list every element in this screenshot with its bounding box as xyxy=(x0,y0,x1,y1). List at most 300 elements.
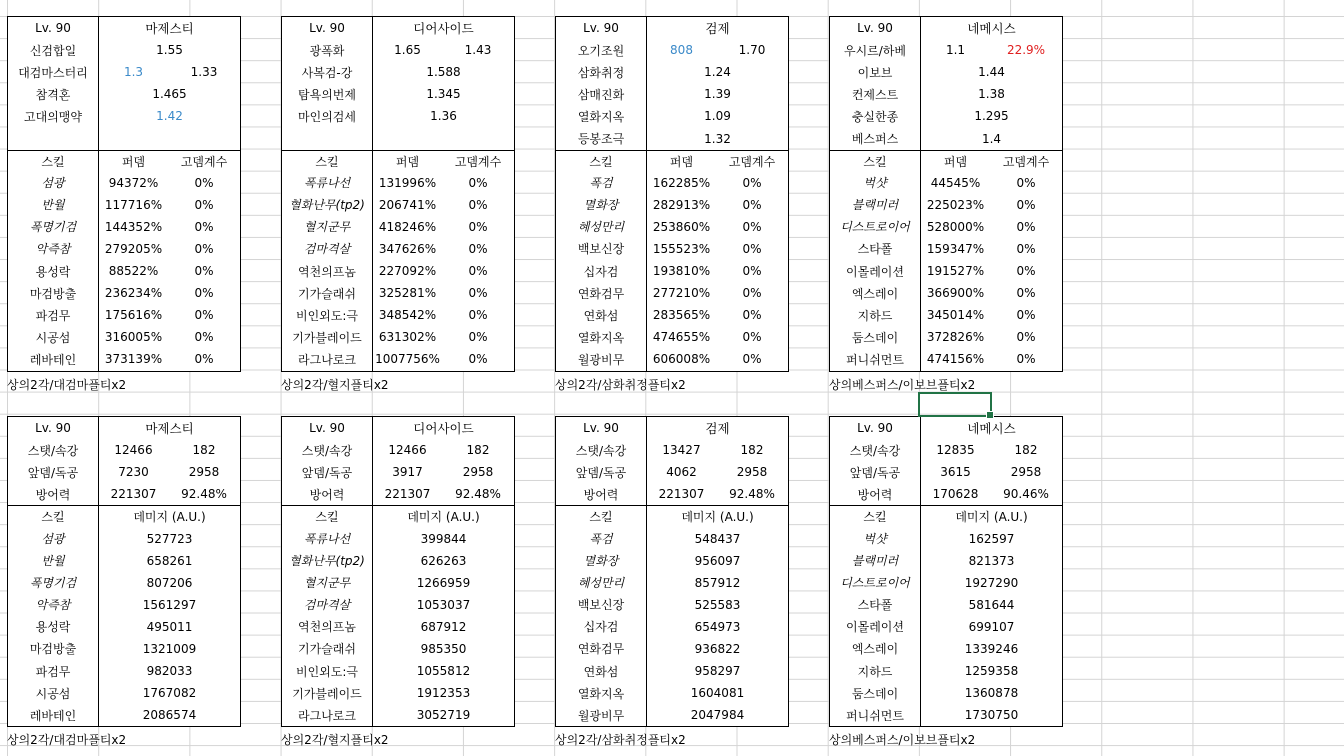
skill-name-cell[interactable]: 벅샷 xyxy=(830,527,921,549)
col-damage-header[interactable]: 데미지 (A.U.) xyxy=(407,510,480,525)
col-skill-header[interactable]: 스킬 xyxy=(556,151,647,172)
skill-name-cell[interactable]: 용성락 xyxy=(8,260,99,282)
stat-value-cell[interactable]: 12466 xyxy=(388,443,427,458)
skill-coef-cell[interactable]: 0% xyxy=(194,241,214,256)
table-footer-note[interactable]: 상의2각/혈지플티x2 xyxy=(281,733,389,748)
class-name-cell[interactable]: 마제스티 xyxy=(145,421,194,437)
skill-coef-cell[interactable]: 0% xyxy=(194,219,214,234)
skill-damage-cell[interactable]: 1339246 xyxy=(964,641,1019,656)
stat-value-cell[interactable]: 7230 xyxy=(118,465,149,480)
skill-name-cell[interactable]: 마검방출 xyxy=(8,638,99,660)
skill-coef-cell[interactable]: 0% xyxy=(468,175,488,190)
skill-name-cell[interactable]: 레바테인 xyxy=(8,704,99,726)
skill-damage-cell[interactable]: 1360878 xyxy=(964,686,1019,701)
stat-value-cell[interactable]: 1.465 xyxy=(152,87,187,102)
skill-coef-cell[interactable]: 0% xyxy=(742,241,762,256)
skill-damage-cell[interactable]: 1053037 xyxy=(416,597,471,612)
skill-name-cell[interactable]: 지하드 xyxy=(830,660,921,682)
skill-damage-cell[interactable]: 548437 xyxy=(694,531,741,546)
col-coef-header[interactable]: 고뎀계수 xyxy=(180,154,228,169)
stat-value-cell[interactable]: 1.588 xyxy=(426,65,461,80)
skill-coef-cell[interactable]: 0% xyxy=(742,330,762,345)
skill-damage-cell[interactable]: 982033 xyxy=(146,664,193,679)
stat-label-cell[interactable]: 앞뎀/독공 xyxy=(830,461,921,483)
skill-coef-cell[interactable]: 0% xyxy=(468,241,488,256)
col-skill-header[interactable]: 스킬 xyxy=(830,151,921,172)
col-damage-header[interactable]: 데미지 (A.U.) xyxy=(955,510,1028,525)
stat-label-cell[interactable]: 삼화취정 xyxy=(556,61,647,83)
skill-pdm-cell[interactable]: 117716% xyxy=(104,197,163,212)
skill-name-cell[interactable]: 혈화난무(tp2) xyxy=(282,194,373,216)
skill-damage-cell[interactable]: 1767082 xyxy=(142,686,197,701)
table-footer-note[interactable]: 상의2각/삼화취정플티x2 xyxy=(555,733,686,748)
skill-damage-cell[interactable]: 687912 xyxy=(420,619,467,634)
skill-damage-cell[interactable]: 1259358 xyxy=(964,664,1019,679)
stat-label-cell[interactable]: 방어력 xyxy=(556,483,647,505)
stat-label-cell[interactable]: 탐욕의번제 xyxy=(282,83,373,105)
skill-damage-cell[interactable]: 807206 xyxy=(146,575,193,590)
stat-value-cell[interactable]: 12835 xyxy=(936,443,975,458)
stat-value2-cell[interactable]: 92.48% xyxy=(729,487,775,502)
skill-name-cell[interactable]: 악즉참 xyxy=(8,238,99,260)
skill-damage-cell[interactable]: 525583 xyxy=(694,597,741,612)
skill-name-cell[interactable]: 연화검무 xyxy=(556,638,647,660)
stat-value-cell[interactable] xyxy=(373,127,514,149)
skill-pdm-cell[interactable]: 1007756% xyxy=(375,352,440,367)
stat-value2-cell[interactable]: 2958 xyxy=(188,465,220,480)
stat-value2-cell[interactable]: 2958 xyxy=(462,465,494,480)
col-skill-header[interactable]: 스킬 xyxy=(830,506,921,527)
skill-damage-cell[interactable]: 936822 xyxy=(694,641,741,656)
skill-name-cell[interactable]: 엑스레이 xyxy=(830,638,921,660)
skill-name-cell[interactable]: 십자검 xyxy=(556,616,647,638)
skill-name-cell[interactable]: 백보신장 xyxy=(556,594,647,616)
stat-value-cell[interactable]: 1.295 xyxy=(974,109,1009,124)
skill-pdm-cell[interactable]: 316005% xyxy=(104,330,163,345)
skill-name-cell[interactable]: 연화섬 xyxy=(556,660,647,682)
stat-label-cell[interactable]: 열화지옥 xyxy=(556,105,647,127)
stat-label-cell[interactable]: 대검마스터리 xyxy=(8,61,99,83)
skill-pdm-cell[interactable]: 44545% xyxy=(930,175,981,190)
stat-label-cell[interactable]: 앞뎀/독공 xyxy=(8,461,99,483)
skill-pdm-cell[interactable]: 193810% xyxy=(652,264,711,279)
skill-damage-cell[interactable]: 626263 xyxy=(420,553,467,568)
skill-name-cell[interactable]: 역천의프놈 xyxy=(282,616,373,638)
stat-value-cell[interactable]: 1.55 xyxy=(156,43,183,58)
skill-pdm-cell[interactable]: 283565% xyxy=(652,308,711,323)
skill-name-cell[interactable]: 기가슬래쉬 xyxy=(282,638,373,660)
table-footer-note[interactable]: 상의2각/혈지플티x2 xyxy=(281,377,389,392)
skill-name-cell[interactable]: 레바테인 xyxy=(8,348,99,370)
stat-value-cell[interactable]: 13427 xyxy=(662,443,701,458)
stat-value-cell[interactable]: 221307 xyxy=(658,487,705,502)
skill-pdm-cell[interactable]: 175616% xyxy=(104,308,163,323)
skill-name-cell[interactable]: 기가블레이드 xyxy=(282,682,373,704)
skill-name-cell[interactable]: 연화섬 xyxy=(556,304,647,326)
skill-coef-cell[interactable]: 0% xyxy=(468,308,488,323)
table-footer-note[interactable]: 상의2각/대검마플티x2 xyxy=(7,377,127,392)
skill-pdm-cell[interactable]: 94372% xyxy=(108,175,159,190)
stat-value-cell[interactable]: 1.32 xyxy=(704,131,731,146)
skill-coef-cell[interactable]: 0% xyxy=(742,352,762,367)
stat-label-cell[interactable]: 베스퍼스 xyxy=(830,127,921,149)
skill-coef-cell[interactable]: 0% xyxy=(194,352,214,367)
skill-pdm-cell[interactable]: 225023% xyxy=(926,197,985,212)
skill-damage-cell[interactable]: 857912 xyxy=(694,575,741,590)
skill-name-cell[interactable]: 시공섬 xyxy=(8,326,99,348)
skill-coef-cell[interactable]: 0% xyxy=(194,330,214,345)
stat-label-cell[interactable]: 삼매진화 xyxy=(556,83,647,105)
stat-value-cell[interactable]: 1.345 xyxy=(426,87,461,102)
stat-value-cell[interactable]: 12466 xyxy=(114,443,153,458)
skill-damage-cell[interactable]: 162597 xyxy=(968,531,1015,546)
skill-pdm-cell[interactable]: 88522% xyxy=(108,264,159,279)
class-name-cell[interactable]: 네메시스 xyxy=(967,21,1016,37)
skill-pdm-cell[interactable]: 528000% xyxy=(926,219,985,234)
skill-name-cell[interactable]: 퍼니쉬먼트 xyxy=(830,704,921,726)
stat-label-cell[interactable]: 컨제스트 xyxy=(830,83,921,105)
skill-name-cell[interactable]: 폭명기검 xyxy=(8,572,99,594)
stat-value-cell[interactable]: 1.65 xyxy=(394,43,421,58)
col-pdm-header[interactable]: 퍼뎀 xyxy=(121,154,146,169)
skill-name-cell[interactable]: 폭검 xyxy=(556,172,647,194)
skill-pdm-cell[interactable]: 372826% xyxy=(926,330,985,345)
skill-name-cell[interactable]: 라그나로크 xyxy=(282,348,373,370)
level-cell[interactable]: Lv. 90 xyxy=(556,417,647,439)
class-name-cell[interactable]: 디어사이드 xyxy=(413,21,474,37)
skill-name-cell[interactable]: 이몰레이션 xyxy=(830,616,921,638)
skill-name-cell[interactable]: 멸화장 xyxy=(556,550,647,572)
skill-coef-cell[interactable]: 0% xyxy=(1016,352,1036,367)
level-cell[interactable]: Lv. 90 xyxy=(830,417,921,439)
skill-pdm-cell[interactable]: 277210% xyxy=(652,286,711,301)
skill-name-cell[interactable]: 비인외도:극 xyxy=(282,660,373,682)
col-skill-header[interactable]: 스킬 xyxy=(282,151,373,172)
stat-value-cell[interactable]: 1.36 xyxy=(430,109,457,124)
col-skill-header[interactable]: 스킬 xyxy=(556,506,647,527)
skill-pdm-cell[interactable]: 347626% xyxy=(378,241,437,256)
level-cell[interactable]: Lv. 90 xyxy=(282,17,373,39)
skill-name-cell[interactable]: 기가블레이드 xyxy=(282,326,373,348)
skill-pdm-cell[interactable]: 345014% xyxy=(926,308,985,323)
skill-pdm-cell[interactable]: 606008% xyxy=(652,352,711,367)
skill-name-cell[interactable]: 벅샷 xyxy=(830,172,921,194)
class-name-cell[interactable]: 검제 xyxy=(705,421,730,437)
skill-pdm-cell[interactable]: 236234% xyxy=(104,286,163,301)
stat-label-cell[interactable]: 등봉조극 xyxy=(556,127,647,149)
skill-pdm-cell[interactable]: 474156% xyxy=(926,352,985,367)
skill-name-cell[interactable]: 혈지군무 xyxy=(282,216,373,238)
skill-coef-cell[interactable]: 0% xyxy=(1016,219,1036,234)
skill-pdm-cell[interactable]: 191527% xyxy=(926,264,985,279)
skill-damage-cell[interactable]: 581644 xyxy=(968,597,1015,612)
skill-name-cell[interactable]: 혜성만리 xyxy=(556,216,647,238)
skill-coef-cell[interactable]: 0% xyxy=(194,286,214,301)
skill-damage-cell[interactable]: 399844 xyxy=(420,531,467,546)
stat-value-cell[interactable]: 3615 xyxy=(940,465,971,480)
skill-coef-cell[interactable]: 0% xyxy=(742,219,762,234)
skill-name-cell[interactable]: 혈화난무(tp2) xyxy=(282,550,373,572)
skill-name-cell[interactable]: 지하드 xyxy=(830,304,921,326)
skill-name-cell[interactable]: 디스트로이어 xyxy=(830,572,921,594)
skill-coef-cell[interactable]: 0% xyxy=(194,308,214,323)
stat-label-cell[interactable]: 방어력 xyxy=(830,483,921,505)
skill-coef-cell[interactable]: 0% xyxy=(1016,241,1036,256)
skill-name-cell[interactable]: 열화지옥 xyxy=(556,682,647,704)
skill-name-cell[interactable]: 악즉참 xyxy=(8,594,99,616)
skill-damage-cell[interactable]: 3052719 xyxy=(416,708,471,723)
skill-damage-cell[interactable]: 958297 xyxy=(694,664,741,679)
level-cell[interactable]: Lv. 90 xyxy=(556,17,647,39)
stat-label-cell[interactable]: 고대의맹약 xyxy=(8,105,99,127)
col-pdm-header[interactable]: 퍼뎀 xyxy=(395,154,420,169)
skill-name-cell[interactable]: 시공섬 xyxy=(8,682,99,704)
stat-value-cell[interactable]: 1.4 xyxy=(981,131,1002,146)
stat-value2-cell[interactable]: 1.33 xyxy=(190,65,218,80)
level-cell[interactable]: Lv. 90 xyxy=(8,417,99,439)
skill-damage-cell[interactable]: 2086574 xyxy=(142,708,197,723)
skill-name-cell[interactable]: 스타폴 xyxy=(830,594,921,616)
stat-value-cell[interactable]: 1.09 xyxy=(704,109,731,124)
class-name-cell[interactable]: 네메시스 xyxy=(967,421,1016,437)
skill-pdm-cell[interactable]: 418246% xyxy=(378,219,437,234)
stat-value-cell[interactable]: 1.42 xyxy=(156,109,183,124)
stat-value2-cell[interactable]: 22.9% xyxy=(1006,43,1046,58)
col-skill-header[interactable]: 스킬 xyxy=(8,506,99,527)
skill-coef-cell[interactable]: 0% xyxy=(1016,330,1036,345)
stat-value2-cell[interactable]: 1.70 xyxy=(738,43,766,58)
skill-damage-cell[interactable]: 1604081 xyxy=(690,686,745,701)
skill-damage-cell[interactable]: 956097 xyxy=(694,553,741,568)
stat-label-cell[interactable] xyxy=(8,127,99,149)
stat-value-cell[interactable]: 1.3 xyxy=(123,65,144,80)
skill-coef-cell[interactable]: 0% xyxy=(742,308,762,323)
skill-name-cell[interactable]: 멸화장 xyxy=(556,194,647,216)
skill-damage-cell[interactable]: 658261 xyxy=(146,553,193,568)
skill-name-cell[interactable]: 기가슬래쉬 xyxy=(282,282,373,304)
skill-name-cell[interactable]: 월광비무 xyxy=(556,704,647,726)
stat-label-cell[interactable]: 스탯/속강 xyxy=(556,439,647,461)
class-name-cell[interactable]: 마제스티 xyxy=(145,21,194,37)
skill-coef-cell[interactable]: 0% xyxy=(1016,175,1036,190)
stat-value-cell[interactable]: 1.44 xyxy=(978,65,1005,80)
stat-value-cell[interactable]: 1.1 xyxy=(945,43,966,58)
skill-name-cell[interactable]: 폭명기검 xyxy=(8,216,99,238)
skill-pdm-cell[interactable]: 162285% xyxy=(652,175,711,190)
skill-coef-cell[interactable]: 0% xyxy=(194,175,214,190)
skill-pdm-cell[interactable]: 631302% xyxy=(378,330,437,345)
skill-pdm-cell[interactable]: 279205% xyxy=(104,241,163,256)
skill-pdm-cell[interactable]: 144352% xyxy=(104,219,163,234)
stat-value-cell[interactable]: 170628 xyxy=(932,487,979,502)
skill-coef-cell[interactable]: 0% xyxy=(468,197,488,212)
skill-pdm-cell[interactable]: 227092% xyxy=(378,264,437,279)
stat-value2-cell[interactable]: 92.48% xyxy=(181,487,227,502)
skill-name-cell[interactable]: 폭류나선 xyxy=(282,527,373,549)
skill-pdm-cell[interactable]: 373139% xyxy=(104,352,163,367)
stat-label-cell[interactable]: 앞뎀/독공 xyxy=(282,461,373,483)
skill-damage-cell[interactable]: 1266959 xyxy=(416,575,471,590)
skill-coef-cell[interactable]: 0% xyxy=(742,286,762,301)
skill-name-cell[interactable]: 혈지군무 xyxy=(282,572,373,594)
col-skill-header[interactable]: 스킬 xyxy=(8,151,99,172)
skill-coef-cell[interactable]: 0% xyxy=(468,219,488,234)
skill-coef-cell[interactable]: 0% xyxy=(468,352,488,367)
skill-damage-cell[interactable]: 1321009 xyxy=(142,641,197,656)
skill-name-cell[interactable]: 비인외도:극 xyxy=(282,304,373,326)
skill-pdm-cell[interactable]: 131996% xyxy=(378,175,437,190)
skill-name-cell[interactable]: 스타폴 xyxy=(830,238,921,260)
skill-name-cell[interactable]: 블랙미러 xyxy=(830,194,921,216)
skill-name-cell[interactable]: 섬광 xyxy=(8,527,99,549)
stat-label-cell[interactable]: 우시르/하베 xyxy=(830,39,921,61)
stat-value2-cell[interactable]: 182 xyxy=(192,443,216,458)
skill-name-cell[interactable]: 검마격살 xyxy=(282,594,373,616)
level-cell[interactable]: Lv. 90 xyxy=(830,17,921,39)
skill-damage-cell[interactable]: 2047984 xyxy=(690,708,745,723)
col-damage-header[interactable]: 데미지 (A.U.) xyxy=(133,510,206,525)
stat-value2-cell[interactable]: 2958 xyxy=(736,465,768,480)
stat-label-cell[interactable]: 스탯/속강 xyxy=(830,439,921,461)
skill-damage-cell[interactable]: 1912353 xyxy=(416,686,471,701)
stat-label-cell[interactable]: 신검합일 xyxy=(8,39,99,61)
col-coef-header[interactable]: 고뎀계수 xyxy=(454,154,502,169)
skill-name-cell[interactable]: 월광비무 xyxy=(556,348,647,370)
skill-name-cell[interactable]: 열화지옥 xyxy=(556,326,647,348)
col-damage-header[interactable]: 데미지 (A.U.) xyxy=(681,510,754,525)
skill-name-cell[interactable]: 퍼니쉬먼트 xyxy=(830,348,921,370)
stat-label-cell[interactable] xyxy=(282,127,373,149)
skill-coef-cell[interactable]: 0% xyxy=(194,197,214,212)
level-cell[interactable]: Lv. 90 xyxy=(8,17,99,39)
stat-value-cell[interactable]: 221307 xyxy=(110,487,157,502)
skill-damage-cell[interactable]: 1055812 xyxy=(416,664,471,679)
col-skill-header[interactable]: 스킬 xyxy=(282,506,373,527)
skill-pdm-cell[interactable]: 206741% xyxy=(378,197,437,212)
col-pdm-header[interactable]: 퍼뎀 xyxy=(943,154,968,169)
stat-value2-cell[interactable]: 92.48% xyxy=(455,487,501,502)
skill-name-cell[interactable]: 십자검 xyxy=(556,260,647,282)
skill-coef-cell[interactable]: 0% xyxy=(742,264,762,279)
stat-value-cell[interactable]: 1.38 xyxy=(978,87,1005,102)
stat-label-cell[interactable]: 스탯/속강 xyxy=(282,439,373,461)
stat-value2-cell[interactable]: 1.43 xyxy=(464,43,492,58)
col-coef-header[interactable]: 고뎀계수 xyxy=(728,154,776,169)
stat-label-cell[interactable]: 스탯/속강 xyxy=(8,439,99,461)
skill-pdm-cell[interactable]: 348542% xyxy=(378,308,437,323)
skill-pdm-cell[interactable]: 366900% xyxy=(926,286,985,301)
skill-coef-cell[interactable]: 0% xyxy=(468,286,488,301)
skill-coef-cell[interactable]: 0% xyxy=(742,197,762,212)
stat-label-cell[interactable]: 사복검-강 xyxy=(282,61,373,83)
class-name-cell[interactable]: 디어사이드 xyxy=(413,421,474,437)
skill-damage-cell[interactable]: 1561297 xyxy=(142,597,197,612)
skill-damage-cell[interactable]: 654973 xyxy=(694,619,741,634)
stat-value-cell[interactable]: 808 xyxy=(670,43,693,58)
skill-coef-cell[interactable]: 0% xyxy=(1016,264,1036,279)
skill-damage-cell[interactable]: 821373 xyxy=(968,553,1015,568)
col-pdm-header[interactable]: 퍼뎀 xyxy=(669,154,694,169)
table-footer-note[interactable]: 상의2각/삼화취정플티x2 xyxy=(555,377,686,392)
stat-value-cell[interactable]: 221307 xyxy=(384,487,431,502)
skill-name-cell[interactable]: 마검방출 xyxy=(8,282,99,304)
table-footer-note[interactable]: 상의베스퍼스/이보브플티x2 xyxy=(829,377,976,392)
skill-name-cell[interactable]: 폭류나선 xyxy=(282,172,373,194)
table-footer-note[interactable]: 상의베스퍼스/이보브플티x2 xyxy=(829,733,976,748)
class-name-cell[interactable]: 검제 xyxy=(705,21,730,37)
skill-pdm-cell[interactable]: 325281% xyxy=(378,286,437,301)
skill-name-cell[interactable]: 용성락 xyxy=(8,616,99,638)
skill-pdm-cell[interactable]: 282913% xyxy=(652,197,711,212)
stat-value-cell[interactable] xyxy=(99,127,240,149)
stat-label-cell[interactable]: 오기조원 xyxy=(556,39,647,61)
stat-label-cell[interactable]: 앞뎀/독공 xyxy=(556,461,647,483)
skill-name-cell[interactable]: 둠스데이 xyxy=(830,326,921,348)
skill-name-cell[interactable]: 역천의프놈 xyxy=(282,260,373,282)
stat-label-cell[interactable]: 충실한종 xyxy=(830,105,921,127)
skill-damage-cell[interactable]: 699107 xyxy=(968,619,1015,634)
skill-name-cell[interactable]: 반월 xyxy=(8,194,99,216)
skill-name-cell[interactable]: 섬광 xyxy=(8,172,99,194)
skill-name-cell[interactable]: 폭검 xyxy=(556,527,647,549)
skill-coef-cell[interactable]: 0% xyxy=(1016,308,1036,323)
stat-label-cell[interactable]: 참격혼 xyxy=(8,83,99,105)
skill-name-cell[interactable]: 이몰레이션 xyxy=(830,260,921,282)
skill-damage-cell[interactable]: 527723 xyxy=(146,531,193,546)
skill-coef-cell[interactable]: 0% xyxy=(468,264,488,279)
stat-value2-cell[interactable]: 2958 xyxy=(1010,465,1042,480)
selected-cell[interactable] xyxy=(918,392,992,417)
skill-coef-cell[interactable]: 0% xyxy=(1016,286,1036,301)
stat-label-cell[interactable]: 방어력 xyxy=(282,483,373,505)
stat-value-cell[interactable]: 1.24 xyxy=(704,65,731,80)
stat-value-cell[interactable]: 4062 xyxy=(666,465,697,480)
stat-label-cell[interactable]: 광폭화 xyxy=(282,39,373,61)
stat-value2-cell[interactable]: 182 xyxy=(740,443,764,458)
stat-value2-cell[interactable]: 90.46% xyxy=(1003,487,1049,502)
skill-name-cell[interactable]: 파검무 xyxy=(8,304,99,326)
skill-damage-cell[interactable]: 1730750 xyxy=(964,708,1019,723)
skill-name-cell[interactable]: 엑스레이 xyxy=(830,282,921,304)
skill-pdm-cell[interactable]: 159347% xyxy=(926,241,985,256)
skill-name-cell[interactable]: 블랙미러 xyxy=(830,550,921,572)
skill-coef-cell[interactable]: 0% xyxy=(1016,197,1036,212)
col-coef-header[interactable]: 고뎀계수 xyxy=(1002,154,1050,169)
stat-label-cell[interactable]: 이보브 xyxy=(830,61,921,83)
skill-name-cell[interactable]: 디스트로이어 xyxy=(830,216,921,238)
skill-coef-cell[interactable]: 0% xyxy=(468,330,488,345)
stat-value-cell[interactable]: 1.39 xyxy=(704,87,731,102)
skill-damage-cell[interactable]: 495011 xyxy=(146,619,193,634)
skill-coef-cell[interactable]: 0% xyxy=(194,264,214,279)
table-footer-note[interactable]: 상의2각/대검마플티x2 xyxy=(7,733,127,748)
stat-value-cell[interactable]: 3917 xyxy=(392,465,423,480)
stat-label-cell[interactable]: 마인의검세 xyxy=(282,105,373,127)
skill-pdm-cell[interactable]: 155523% xyxy=(652,241,711,256)
level-cell[interactable]: Lv. 90 xyxy=(282,417,373,439)
skill-name-cell[interactable]: 혜성만리 xyxy=(556,572,647,594)
skill-name-cell[interactable]: 파검무 xyxy=(8,660,99,682)
skill-name-cell[interactable]: 반월 xyxy=(8,550,99,572)
stat-label-cell[interactable]: 방어력 xyxy=(8,483,99,505)
skill-coef-cell[interactable]: 0% xyxy=(742,175,762,190)
skill-pdm-cell[interactable]: 253860% xyxy=(652,219,711,234)
skill-name-cell[interactable]: 라그나로크 xyxy=(282,704,373,726)
stat-value2-cell[interactable]: 182 xyxy=(466,443,490,458)
stat-value2-cell[interactable]: 182 xyxy=(1014,443,1038,458)
skill-name-cell[interactable]: 연화검무 xyxy=(556,282,647,304)
skill-name-cell[interactable]: 둠스데이 xyxy=(830,682,921,704)
